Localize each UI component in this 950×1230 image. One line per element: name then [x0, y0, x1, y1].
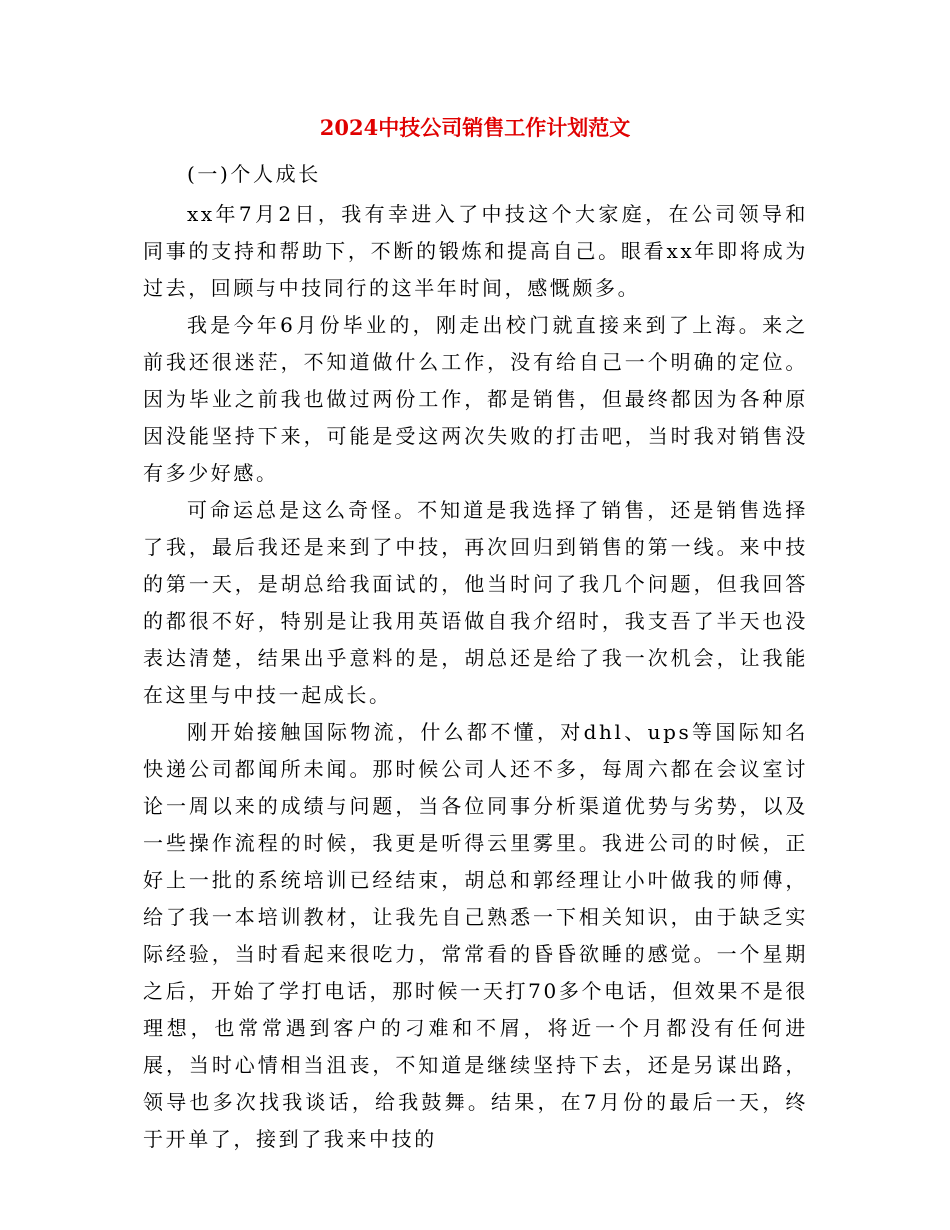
paragraph: 我是今年6月份毕业的，刚走出校门就直接来到了上海。来之前我还很迷茫，不知道做什么工作，没有给自己一个明确的定位。因为毕业之前我也做过两份工作，都是销售，但最终都因为各种原因没能坚持下来，可能是受这两次失败的打击吧，当时我对销售没有多少好感。 — [143, 313, 808, 485]
document-body — [143, 156, 808, 1158]
document-title: 2024中技公司销售工作计划范文 — [319, 115, 631, 140]
paragraph: 可命运总是这么奇怪。不知道是我选择了销售，还是销售选择了我，最后我还是来到了中技，再次回归到销售的第一线。来中技的第一天，是胡总给我面试的，他当时问了我几个问题，但我回答的都很不好，特别是让我用英语做自我介绍时，我支吾了半天也没表达清楚，结果出乎意料的是，胡总还是给了我一次机会，让我能在这里与中技一起成长。 — [143, 498, 808, 707]
paragraph: xx年7月2日，我有幸进入了中技这个大家庭，在公司领导和同事的支持和帮助下，不断的锻炼和提高自己。眼看xx年即将成为过去，回顾与中技同行的这半年时间，感慨颇多。 — [143, 202, 808, 300]
section-heading: (一)个人成长 — [187, 162, 321, 186]
paragraph: 刚开始接触国际物流，什么都不懂，对dhl、ups等国际知名快递公司都闻所未闻。那时候公司人还不多，每周六都在会议室讨论一周以来的成绩与问题，当各位同事分析渠道优势与劣势，以及一些操作流程的时候，我更是听得云里雾里。我进公司的时候，正好上一批的系统培训已经结束，胡总和郭经理让小叶做我的师傅，给了我一本培训教材，让我先自己熟悉一下相关知识，由于缺乏实际经验，当时看起来很吃力，常常看的昏昏欲睡的感觉。一个星期之后，开始了学打电话，那时候一天打70多个电话，但效果不是很理想，也常常遇到客户的刁难和不屑，将近一个月都没有任何进展，当时心情相当沮丧，不知道是继续坚持下去，还是另谋出路，领导也多次找我谈话，给我鼓舞。结果，在7月份的最后一天，终于开单了，接到了我来中技的 — [143, 720, 808, 1151]
